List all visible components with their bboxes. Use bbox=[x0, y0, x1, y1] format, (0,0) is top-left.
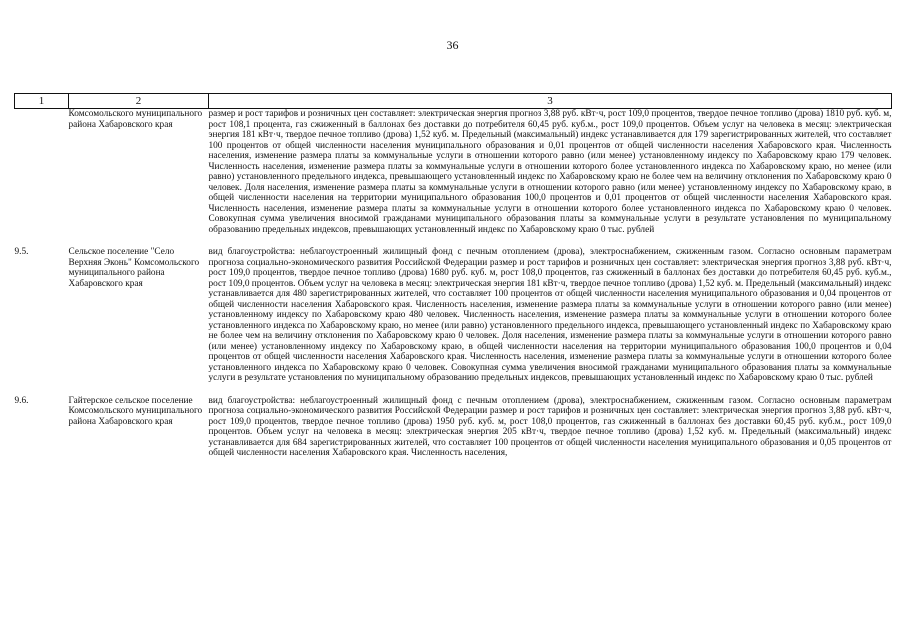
municipality-name: Комсомольского муниципального района Хабаровского края bbox=[68, 109, 203, 130]
row-description: вид благоустройства: неблагоустроенный жилищный фонд с печным отоплением (дрова), электроснабжением, сжиженным газом. Согласно основным параметрам прогноза социально-экономического развития Российской Федерации размер и рост тарифов и розничных цен составляет: электрическая энергия прогноз 3,88 руб. кВт·ч, рост 109,0 процентов, твердое печное топливо (дрова) 1680 руб. куб. м, рост 108,0 процентов, газ сжиженный в баллонах без доставки до потребителя 60,45 руб. куб.м., рост 109,0 процентов. Объем услуг на человека в месяц: электрическая энергия 181 кВт·ч, твердое печное топливо (дрова) 1,52 куб. м. Предельный (максимальный) индекс устанавливается для 480 зарегистрированных жителей, что составляет 100 процентов от общей численности населения муниципального образования и 0,04 процентов от общей численности населения Хабаровского края. Численность населения, изменение размера платы за коммунальные услуги в отношении которого равно (или менее) установленному индексу по Хабаровскому краю 480 человек. Численность населения, изменение размера платы за коммунальные услуги в отношении которого более установленного индекса по Хабаровскому краю, но менее (или равно) установленного предельного индекса, превышающего установленный индекс по Хабаровскому краю не более чем на величину отклонения по Хабаровскому краю 0 человек. Доля населения, изменение размера платы за коммунальные услуги в отношении которого равно (или менее) установленному индексу по Хабаровскому краю, в общей численности населения на территории муниципального образования 100,0 процентов и 0,04 процентов от общей численности населения Хабаровского края. Численность населения, изменение размера платы за коммунальные услуги в отношении которого более установленного индекса по Хабаровскому краю 0 человек. Совокупная сумма увеличения вносимой гражданами муниципального образования платы за коммунальные услуги в результате установления по муниципальному образованию предельных индексов, превышающих установленный индекс по Хабаровскому краю 0 тыс. рублей bbox=[208, 247, 892, 383]
row-description: вид благоустройства: неблагоустроенный жилищный фонд с печным отоплением (дрова), электроснабжением, сжиженным газом. Согласно основным параметрам прогноза социально-экономического развития Российской Федерации размер и рост тарифов и розничных цен составляет: электрическая энергия прогноз 3,88 руб. кВт·ч, рост 109,0 процентов, твердое печное топливо (дрова) 1950 руб. куб. м, рост 108,0 процентов, газ сжиженный в баллонах без доставки 60,45 руб. куб.м., рост 109,0 процентов. Объем услуг на человека в месяц: электрическая энергия 205 кВт·ч, твердое печное топливо (дрова) 1,52 куб. м. Предельный (максимальный) индекс устанавливается для 684 зарегистрированных жителей, что составляет 100 процентов от общей численности населения муниципального образования и 0,05 процентов от общей численности населения Хабаровского края. Численность населения, bbox=[208, 395, 892, 458]
table-row bbox=[15, 247, 892, 396]
row-number: 9.5. bbox=[14, 247, 29, 257]
table-row bbox=[15, 109, 892, 248]
column-header-name: 2 bbox=[69, 94, 209, 109]
column-header-text: 3 bbox=[209, 94, 892, 109]
municipality-name: Гайтерское сельское поселение Комсомольского муниципального района Хабаровского края bbox=[68, 395, 203, 427]
table-row bbox=[15, 396, 892, 459]
row-number bbox=[15, 109, 69, 248]
page-number: 36 bbox=[446, 38, 459, 52]
municipality-name: Сельское поселение "Село Верхняя Эконь" Комсомольского муниципального района Хабаровского края bbox=[68, 247, 200, 289]
document-table bbox=[14, 93, 892, 459]
table-header-row bbox=[15, 94, 892, 109]
row-number: 9.6. bbox=[14, 395, 29, 406]
column-header-number: 1 bbox=[15, 94, 69, 109]
row-description: размер и рост тарифов и розничных цен составляет: электрическая энергия прогноз 3,88 руб. кВт·ч, рост 109,0 процентов, твердое печное топливо (дрова) 1810 руб. куб. м, рост 108,1 процента, газ сжиженный в баллонах без доставки до потребителя 60,45 руб. куб.м., рост 109,0 процентов. Объем услуг на человека в месяц: электрическая энергия 181 кВт·ч, твердое печное топливо (дрова) 1,52 куб. м. Предельный (максимальный) индекс устанавливается для 179 зарегистрированных жителей, что составляет 100 процентов от общей численности населения муниципального образования и 0,01 процентов от общей численности населения Хабаровского края. Численность населения, изменение размера платы за коммунальные услуги в отношении которого равно (или менее) установленному индексу по Хабаровскому краю 179 человек. Численность населения, изменение размера платы за коммунальные услуги в отношении которого более установленного индекса по Хабаровскому краю, но менее (или равно) установленного предельного индекса, превышающего установленный индекс по Хабаровскому краю не более чем на величину отклонения по Хабаровскому краю 0 человек. Доля населения, изменение размера платы за коммунальные услуги в отношении которого равно (или менее) установленному индексу по Хабаровскому краю, в общей численности населения на территории муниципального образования 100,0 процентов и 0,01 процентов от общей численности населения Хабаровского края. Численность населения, изменение размера платы за коммунальные услуги в отношении которого более установленного индекса по Хабаровскому краю 0 человек. Совокупная сумма увеличения вносимой гражданами муниципального образования платы за коммунальные услуги в результате установления по муниципальному образованию предельных индексов, превышающих установленный индекс по Хабаровскому краю 0 тыс. рублей bbox=[208, 109, 892, 235]
